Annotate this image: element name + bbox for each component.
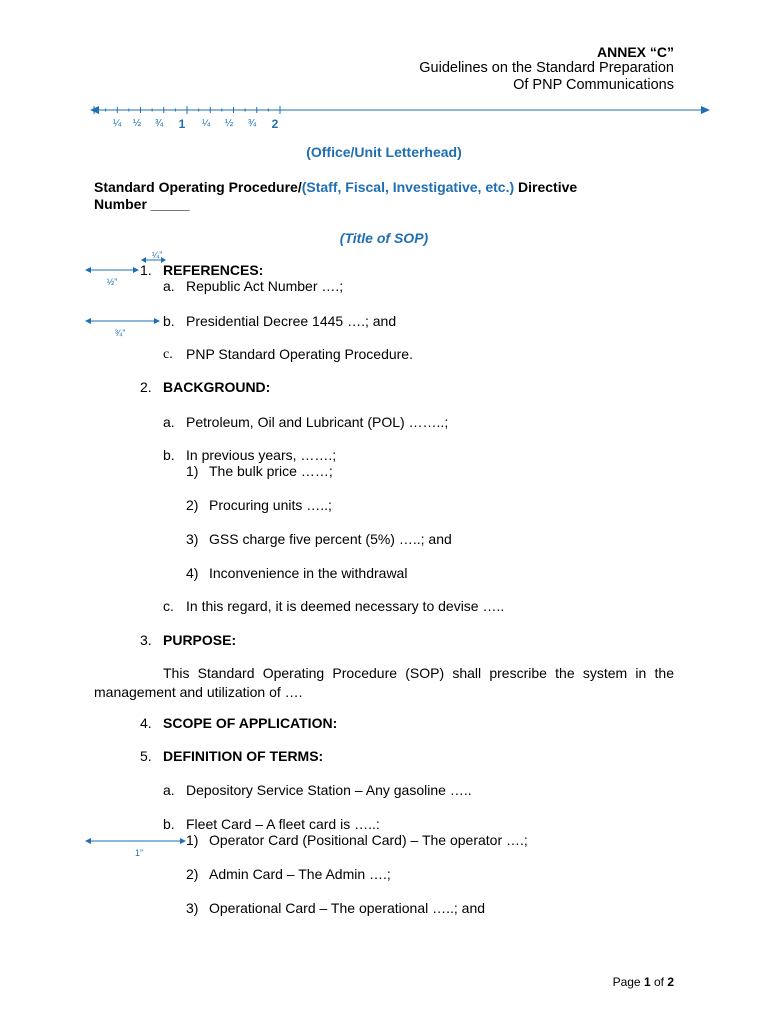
- section-heading-scope: SCOPE OF APPLICATION:: [163, 715, 338, 731]
- background-b3: GSS charge five percent (5%) …..; and: [209, 531, 452, 547]
- list-marker-b: b.: [163, 313, 175, 329]
- section-number-1: 1.: [140, 262, 152, 278]
- ruler-label-one-half: ½: [224, 118, 234, 129]
- ruler-label-two: 2: [271, 117, 279, 131]
- ruler-label-three-quarter: ¾: [154, 118, 164, 129]
- definition-b2: Admin Card – The Admin ….;: [209, 866, 391, 882]
- three-quarter-indent-label: ¾”: [114, 328, 126, 338]
- annex-label: ANNEX “C”: [596, 44, 674, 60]
- section-number-5: 5.: [140, 748, 152, 764]
- page-of-word: of: [650, 975, 668, 989]
- section-heading-definitions: DEFINITION OF TERMS:: [163, 748, 324, 764]
- background-a: Petroleum, Oil and Lubricant (POL) ……..;: [186, 414, 449, 430]
- background-b1: The bulk price ……;: [209, 463, 333, 479]
- list-marker-a: a.: [163, 278, 175, 294]
- list-marker-3: 3): [186, 900, 199, 916]
- list-marker-a: a.: [163, 782, 175, 798]
- list-marker-c: c.: [163, 598, 174, 614]
- office-letterhead: (Office/Unit Letterhead): [306, 144, 462, 160]
- reference-a: Republic Act Number ….;: [186, 278, 344, 294]
- half-indent-arrow: [84, 260, 144, 290]
- page-indicator: [613, 974, 674, 991]
- list-marker-1: 1): [186, 832, 199, 848]
- list-marker-4: 4): [186, 565, 199, 581]
- ruler-label-one-quarter: ¼: [201, 118, 211, 129]
- directive-word: Directive: [514, 179, 578, 195]
- reference-c: PNP Standard Operating Procedure.: [186, 346, 413, 362]
- sop-title: (Title of SOP): [339, 230, 429, 246]
- quarter-indent-label: ¼”: [151, 250, 163, 260]
- list-marker-a: a.: [163, 414, 175, 430]
- page-total: 2: [667, 975, 674, 989]
- ruler-label-one: 1: [178, 117, 186, 131]
- list-marker-1: 1): [186, 463, 199, 479]
- page-word: Page: [612, 975, 644, 989]
- one-inch-indent-arrow: [84, 831, 190, 861]
- ruler-label-one-three-quarter: ¾: [247, 118, 257, 129]
- section-heading-references: REFERENCES:: [163, 262, 264, 278]
- list-marker-3: 3): [186, 531, 199, 547]
- definition-b3: Operational Card – The operational …..; and: [209, 900, 486, 916]
- half-indent-label: ½”: [106, 277, 118, 287]
- background-b: In previous years, …….;: [186, 447, 337, 463]
- header-guidelines-line1: Guidelines on the Standard Preparation: [419, 60, 674, 76]
- directive-number-line: Number _____: [94, 196, 190, 212]
- section-number-3: 3.: [140, 632, 152, 648]
- background-c: In this regard, it is deemed necessary to devise …..: [186, 598, 505, 614]
- purpose-paragraph: This Standard Operating Procedure (SOP) shall prescribe the system in the management and utilization of ….: [94, 665, 674, 700]
- background-b2: Procuring units …..;: [209, 497, 332, 513]
- page-number: 1: [643, 975, 651, 989]
- definition-b: Fleet Card – A fleet card is …..:: [186, 816, 380, 832]
- one-inch-indent-label: 1”: [134, 848, 144, 858]
- section-number-2: 2.: [140, 379, 152, 395]
- ruler-label-half: ½: [132, 118, 142, 129]
- ruler-label-quarter: ¼: [112, 118, 122, 129]
- list-marker-b: b.: [163, 816, 175, 832]
- background-b4: Inconvenience in the withdrawal: [209, 565, 408, 581]
- three-quarter-indent-arrow: [84, 311, 164, 341]
- reference-b: Presidential Decree 1445 ….; and: [186, 313, 397, 329]
- section-number-4: 4.: [140, 715, 152, 731]
- directive-line1: [94, 179, 577, 196]
- header-guidelines-line2: Of PNP Communications: [513, 77, 674, 93]
- directive-type-placeholder: (Staff, Fiscal, Investigative, etc.): [301, 179, 515, 195]
- directive-sop-label: Standard Operating Procedure/: [94, 179, 302, 195]
- margin-ruler: [0, 98, 768, 138]
- list-marker-2: 2): [186, 497, 199, 513]
- list-marker-c: c.: [163, 347, 173, 362]
- list-marker-2: 2): [186, 866, 199, 882]
- definition-b1: Operator Card (Positional Card) – The operator ….;: [209, 832, 528, 848]
- section-heading-background: BACKGROUND:: [163, 379, 271, 395]
- list-marker-b: b.: [163, 447, 175, 463]
- section-heading-purpose: PURPOSE:: [163, 632, 237, 648]
- definition-a: Depository Service Station – Any gasoline …..: [186, 782, 472, 798]
